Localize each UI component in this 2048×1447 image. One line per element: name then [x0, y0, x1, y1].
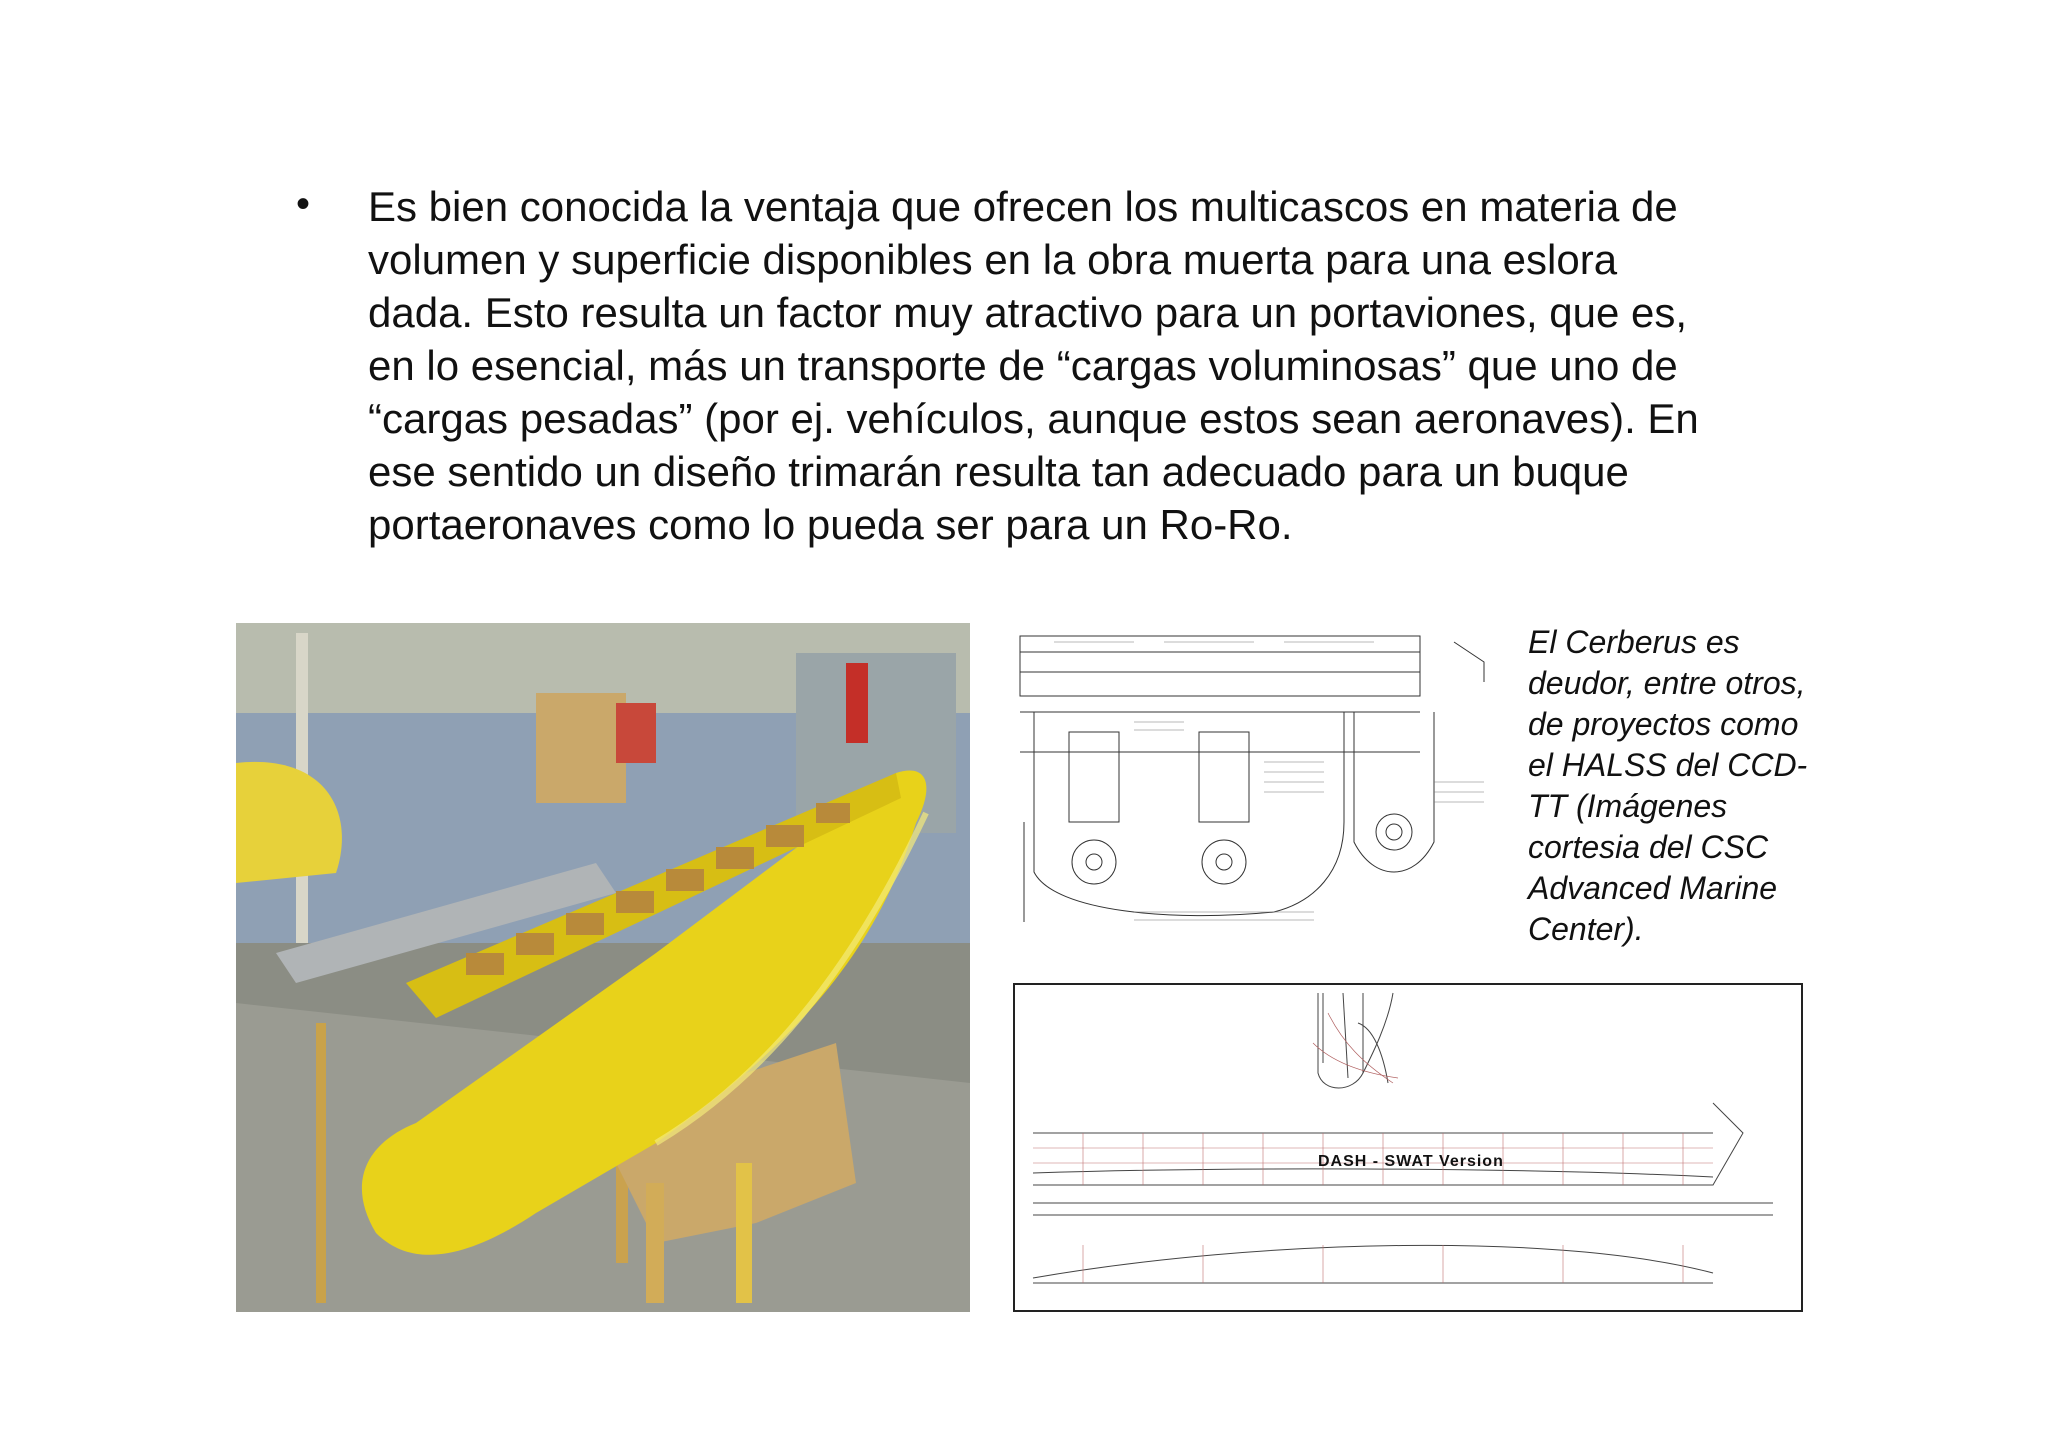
dash-swat-title: DASH - SWAT Version — [1318, 1153, 1504, 1170]
caption-line: deudor, entre otros, — [1528, 665, 1806, 701]
caption-line: de proyectos como — [1528, 706, 1799, 742]
caption-line: TT (Imágenes — [1528, 788, 1728, 824]
paragraph-line: volumen y superficie disponibles en la obra muerta para una eslora — [368, 236, 1618, 283]
bullet-paragraph — [296, 180, 1816, 551]
paragraph-line: “cargas pesadas” (por ej. vehículos, aunque estos sean aeronaves). En — [368, 395, 1699, 442]
hull-model-photo — [236, 623, 970, 1312]
paragraph-line: ese sentido un diseño trimarán resulta tan adecuado para un buque — [368, 448, 1629, 495]
paragraph-line: Es bien conocida la ventaja que ofrecen los multicascos en materia de — [368, 183, 1678, 230]
caption-line: El Cerberus es — [1528, 624, 1740, 660]
paragraph-line: dada. Esto resulta un factor muy atractivo para un portaviones, que es, — [368, 289, 1688, 336]
caption-line: Center). — [1528, 911, 1644, 947]
dash-swat-drawing — [1013, 983, 1803, 1312]
paragraph-line: portaeronaves como lo pueda ser para un Ro-Ro. — [368, 501, 1293, 548]
image-caption — [1528, 622, 1848, 950]
cross-section-drawing — [1014, 622, 1496, 938]
caption-line: Advanced Marine — [1528, 870, 1778, 906]
bullet-marker: • — [296, 182, 311, 226]
caption-line: el HALSS del CCD- — [1528, 747, 1808, 783]
caption-line: cortesia del CSC — [1528, 829, 1769, 865]
paragraph-text — [368, 180, 1816, 551]
paragraph-line: en lo esencial, más un transporte de “cargas voluminosas” que uno de — [368, 342, 1678, 389]
